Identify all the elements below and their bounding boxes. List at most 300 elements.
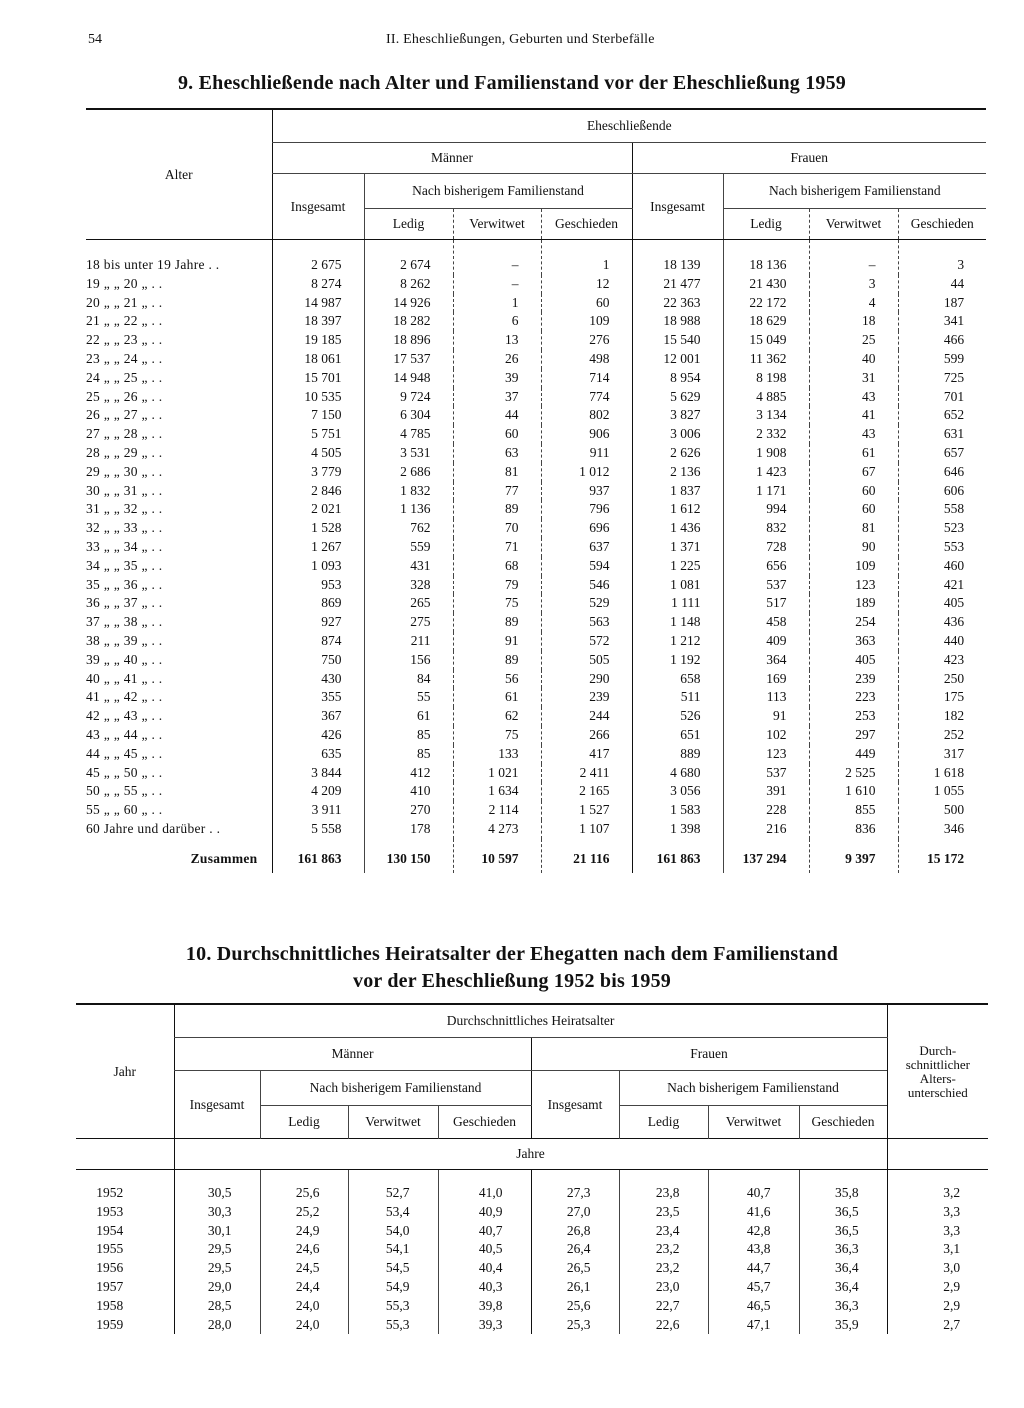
table-cell: 3,2 bbox=[887, 1170, 988, 1203]
table-cell: 11 362 bbox=[723, 350, 809, 369]
table-cell: 102 bbox=[723, 726, 809, 745]
col-header-alter: Alter bbox=[86, 109, 272, 240]
table-cell: 43,8 bbox=[708, 1240, 799, 1259]
table-cell: 449 bbox=[809, 745, 898, 764]
table-cell: 39,3 bbox=[438, 1316, 531, 1335]
table-cell: 606 bbox=[898, 482, 986, 501]
table-cell: 1 267 bbox=[272, 538, 364, 557]
age-label: 35 „ „ 36 „ . . bbox=[86, 576, 163, 592]
table-cell: 60 bbox=[453, 425, 541, 444]
table-row bbox=[86, 782, 986, 801]
col-header-maenner-nach: Nach bisherigem Familienstand bbox=[364, 174, 632, 209]
col-header-maenner: Männer bbox=[272, 143, 632, 174]
table-cell: 1 837 bbox=[632, 482, 723, 501]
table-cell: 498 bbox=[541, 350, 632, 369]
table10 bbox=[76, 1003, 988, 1334]
table-cell: 1 021 bbox=[453, 764, 541, 783]
year-label: 1957 bbox=[96, 1278, 124, 1294]
table-cell: 54,5 bbox=[348, 1259, 438, 1278]
table-cell: 3 bbox=[898, 240, 986, 275]
table-cell: 537 bbox=[723, 764, 809, 783]
table-row bbox=[86, 406, 986, 425]
table-cell: 23,2 bbox=[619, 1240, 708, 1259]
table-cell: 3 531 bbox=[364, 444, 453, 463]
table-cell: 45,7 bbox=[708, 1278, 799, 1297]
age-label: 29 „ „ 30 „ . . bbox=[86, 463, 163, 479]
table-cell: 1 908 bbox=[723, 444, 809, 463]
col-header-frauen-geschieden: Geschieden bbox=[799, 1106, 887, 1139]
table-cell: 874 bbox=[272, 632, 364, 651]
table-cell: 244 bbox=[541, 707, 632, 726]
age-label: 42 „ „ 43 „ . . bbox=[86, 708, 163, 724]
table9 bbox=[86, 108, 986, 873]
table-cell: 500 bbox=[898, 801, 986, 820]
table-cell: 40,5 bbox=[438, 1240, 531, 1259]
table-cell: – bbox=[453, 240, 541, 275]
age-label: 18 bis unter 19 Jahre . . bbox=[86, 257, 220, 272]
table-cell: 84 bbox=[364, 670, 453, 689]
table-cell: 431 bbox=[364, 557, 453, 576]
table-cell: 40,4 bbox=[438, 1259, 531, 1278]
table-cell: 6 bbox=[453, 312, 541, 331]
table-cell: 762 bbox=[364, 519, 453, 538]
table-cell: 178 bbox=[364, 820, 453, 839]
table-cell: 9 724 bbox=[364, 388, 453, 407]
col-header-maenner-insgesamt: Insgesamt bbox=[174, 1071, 260, 1139]
table-cell: 5 629 bbox=[632, 388, 723, 407]
diff-header-line4: unterschied bbox=[907, 1084, 968, 1100]
table-row bbox=[86, 726, 986, 745]
table-cell: 1 610 bbox=[809, 782, 898, 801]
table-row bbox=[86, 820, 986, 839]
table-cell: 3 844 bbox=[272, 764, 364, 783]
age-label: 34 „ „ 35 „ . . bbox=[86, 557, 163, 573]
table-row bbox=[76, 1222, 988, 1241]
table-cell: 39 bbox=[453, 369, 541, 388]
col-header-maenner-verwitwet: Verwitwet bbox=[453, 209, 541, 240]
table-row bbox=[86, 500, 986, 519]
table-row bbox=[86, 425, 986, 444]
age-label: 20 „ „ 21 „ . . bbox=[86, 294, 163, 310]
col-header-eheschliessende: Eheschließende bbox=[272, 109, 986, 143]
table-cell: 417 bbox=[541, 745, 632, 764]
age-label: 44 „ „ 45 „ . . bbox=[86, 745, 163, 761]
table-cell: 1 055 bbox=[898, 782, 986, 801]
table9-body bbox=[86, 240, 986, 873]
table-cell: 161 863 bbox=[632, 839, 723, 873]
table-cell: 553 bbox=[898, 538, 986, 557]
table-cell: 3 134 bbox=[723, 406, 809, 425]
table-cell: 24,0 bbox=[260, 1316, 348, 1335]
table-cell: 40,7 bbox=[438, 1222, 531, 1241]
col-header-maenner-ledig: Ledig bbox=[260, 1106, 348, 1139]
table-row bbox=[76, 1316, 988, 1335]
table-cell: 67 bbox=[809, 463, 898, 482]
table-cell: 15 540 bbox=[632, 331, 723, 350]
table-cell: – bbox=[809, 240, 898, 275]
table-cell: 906 bbox=[541, 425, 632, 444]
table-cell: 430 bbox=[272, 670, 364, 689]
table-cell: 24,4 bbox=[260, 1278, 348, 1297]
table-cell: 2 165 bbox=[541, 782, 632, 801]
diff-header-line1: Durch- bbox=[919, 1042, 957, 1058]
table-cell: 1 081 bbox=[632, 576, 723, 595]
table-cell: 466 bbox=[898, 331, 986, 350]
table-cell: 23,5 bbox=[619, 1203, 708, 1222]
age-label: 45 „ „ 50 „ . . bbox=[86, 764, 163, 780]
table-cell: 405 bbox=[898, 594, 986, 613]
table-cell: 412 bbox=[364, 764, 453, 783]
table-cell: 266 bbox=[541, 726, 632, 745]
table-cell: 250 bbox=[898, 670, 986, 689]
table-cell: 40,7 bbox=[708, 1170, 799, 1203]
table-cell: 182 bbox=[898, 707, 986, 726]
table-cell: 937 bbox=[541, 482, 632, 501]
table-cell: 8 198 bbox=[723, 369, 809, 388]
table-cell: 24,6 bbox=[260, 1240, 348, 1259]
table-row bbox=[76, 1240, 988, 1259]
table-cell: 36,5 bbox=[799, 1203, 887, 1222]
total-row bbox=[86, 839, 986, 873]
table-cell: 239 bbox=[541, 688, 632, 707]
table-cell: 1 832 bbox=[364, 482, 453, 501]
table-cell: 15 701 bbox=[272, 369, 364, 388]
table-cell: 55,3 bbox=[348, 1316, 438, 1335]
table-cell: 460 bbox=[898, 557, 986, 576]
year-label: 1955 bbox=[96, 1241, 124, 1257]
table-cell: 3 827 bbox=[632, 406, 723, 425]
table-cell: 52,7 bbox=[348, 1170, 438, 1203]
table-cell: 3 056 bbox=[632, 782, 723, 801]
table-row bbox=[86, 670, 986, 689]
table-cell: 5 751 bbox=[272, 425, 364, 444]
table-cell: 3 bbox=[809, 275, 898, 294]
table-cell: 10 535 bbox=[272, 388, 364, 407]
table-cell: 1 192 bbox=[632, 651, 723, 670]
table-cell: 169 bbox=[723, 670, 809, 689]
table10-title-line1: 10. Durchschnittliches Heiratsalter der Ehegatten nach dem Familienstand bbox=[185, 943, 839, 965]
table-cell: 796 bbox=[541, 500, 632, 519]
table-cell: 405 bbox=[809, 651, 898, 670]
table-cell: 572 bbox=[541, 632, 632, 651]
table-row bbox=[86, 613, 986, 632]
table-row bbox=[76, 1278, 988, 1297]
table-cell: 22 363 bbox=[632, 294, 723, 313]
table-cell: 36,4 bbox=[799, 1259, 887, 1278]
table-row bbox=[86, 745, 986, 764]
table-cell: 133 bbox=[453, 745, 541, 764]
table-cell: 2 675 bbox=[272, 240, 364, 275]
table-cell: 46,5 bbox=[708, 1297, 799, 1316]
table-cell: 79 bbox=[453, 576, 541, 595]
table-row bbox=[86, 594, 986, 613]
table-cell: 911 bbox=[541, 444, 632, 463]
table-cell: 91 bbox=[723, 707, 809, 726]
col-header-maenner: Männer bbox=[174, 1038, 531, 1071]
table-cell: 23,0 bbox=[619, 1278, 708, 1297]
table-cell: 12 001 bbox=[632, 350, 723, 369]
table-cell: 355 bbox=[272, 688, 364, 707]
table-cell: 109 bbox=[809, 557, 898, 576]
table-cell: 13 bbox=[453, 331, 541, 350]
year-label: 1954 bbox=[96, 1222, 124, 1238]
table-cell: 658 bbox=[632, 670, 723, 689]
table-cell: 36,4 bbox=[799, 1278, 887, 1297]
col-header-jahr: Jahr bbox=[113, 1063, 136, 1079]
table-cell: 175 bbox=[898, 688, 986, 707]
table-cell: 537 bbox=[723, 576, 809, 595]
table-cell: 1 212 bbox=[632, 632, 723, 651]
table-cell: 39,8 bbox=[438, 1297, 531, 1316]
col-header-frauen-geschieden: Geschieden bbox=[898, 209, 986, 240]
table-cell: 1 107 bbox=[541, 820, 632, 839]
table-cell: 77 bbox=[453, 482, 541, 501]
age-label: 25 „ „ 26 „ . . bbox=[86, 388, 163, 404]
col-header-maenner-geschieden: Geschieden bbox=[438, 1106, 531, 1139]
table-cell: 12 bbox=[541, 275, 632, 294]
table-cell: 60 bbox=[809, 482, 898, 501]
table-row bbox=[86, 801, 986, 820]
table-cell: 18 136 bbox=[723, 240, 809, 275]
age-label: 43 „ „ 44 „ . . bbox=[86, 726, 163, 742]
table-cell: 409 bbox=[723, 632, 809, 651]
age-label: 28 „ „ 29 „ . . bbox=[86, 444, 163, 460]
table-cell: 40,3 bbox=[438, 1278, 531, 1297]
table-cell: 30,1 bbox=[174, 1222, 260, 1241]
table-cell: 750 bbox=[272, 651, 364, 670]
year-label: 1959 bbox=[96, 1316, 124, 1332]
table-cell: 559 bbox=[364, 538, 453, 557]
table-cell: 1 bbox=[453, 294, 541, 313]
table-cell: 2 674 bbox=[364, 240, 453, 275]
table-cell: 4 885 bbox=[723, 388, 809, 407]
table-cell: 656 bbox=[723, 557, 809, 576]
table-cell: 239 bbox=[809, 670, 898, 689]
table-cell: 646 bbox=[898, 463, 986, 482]
table-cell: 42,8 bbox=[708, 1222, 799, 1241]
age-label: 38 „ „ 39 „ . . bbox=[86, 632, 163, 648]
col-header-frauen-insgesamt: Insgesamt bbox=[531, 1071, 619, 1139]
table-cell: 252 bbox=[898, 726, 986, 745]
table-cell: 2,7 bbox=[887, 1316, 988, 1335]
age-label: 40 „ „ 41 „ . . bbox=[86, 670, 163, 686]
table-cell: 53,4 bbox=[348, 1203, 438, 1222]
table-cell: 3,3 bbox=[887, 1222, 988, 1241]
table-cell: 26,5 bbox=[531, 1259, 619, 1278]
table-cell: 29,0 bbox=[174, 1278, 260, 1297]
table-cell: 2 626 bbox=[632, 444, 723, 463]
age-label: 50 „ „ 55 „ . . bbox=[86, 783, 163, 799]
table-row bbox=[86, 707, 986, 726]
table-cell: 75 bbox=[453, 726, 541, 745]
table-cell: 187 bbox=[898, 294, 986, 313]
table-cell: 2,9 bbox=[887, 1278, 988, 1297]
table-row bbox=[76, 1259, 988, 1278]
table-cell: 24,0 bbox=[260, 1297, 348, 1316]
table-cell: 18 397 bbox=[272, 312, 364, 331]
table-cell: 29,5 bbox=[174, 1240, 260, 1259]
table-cell: 130 150 bbox=[364, 839, 453, 873]
table-cell: 1 634 bbox=[453, 782, 541, 801]
table-cell: 85 bbox=[364, 726, 453, 745]
table-row bbox=[86, 331, 986, 350]
table-cell: 18 282 bbox=[364, 312, 453, 331]
year-label: 1953 bbox=[96, 1203, 124, 1219]
table-cell: 36,5 bbox=[799, 1222, 887, 1241]
table-cell: 75 bbox=[453, 594, 541, 613]
table-row bbox=[86, 651, 986, 670]
table-cell: 89 bbox=[453, 651, 541, 670]
table-cell: 2 846 bbox=[272, 482, 364, 501]
table-cell: 161 863 bbox=[272, 839, 364, 873]
table-cell: 994 bbox=[723, 500, 809, 519]
table-cell: 8 274 bbox=[272, 275, 364, 294]
table-cell: 36,3 bbox=[799, 1240, 887, 1259]
age-label: 23 „ „ 24 „ . . bbox=[86, 350, 163, 366]
col-header-frauen-nach: Nach bisherigem Familienstand bbox=[619, 1071, 887, 1106]
age-label: 33 „ „ 34 „ . . bbox=[86, 538, 163, 554]
table-cell: 40,9 bbox=[438, 1203, 531, 1222]
table-cell: 270 bbox=[364, 801, 453, 820]
col-header-frauen-ledig: Ledig bbox=[619, 1106, 708, 1139]
table-cell: 1 171 bbox=[723, 482, 809, 501]
table-cell: 28,5 bbox=[174, 1297, 260, 1316]
table-cell: 328 bbox=[364, 576, 453, 595]
table-cell: 109 bbox=[541, 312, 632, 331]
col-header-durchschnittliches: Durchschnittliches Heiratsalter bbox=[174, 1004, 887, 1038]
table-cell: 14 948 bbox=[364, 369, 453, 388]
table-cell: 2 525 bbox=[809, 764, 898, 783]
table-cell: 113 bbox=[723, 688, 809, 707]
table-row bbox=[76, 1203, 988, 1222]
table-cell: 26 bbox=[453, 350, 541, 369]
table-cell: 22 172 bbox=[723, 294, 809, 313]
table-cell: 21 116 bbox=[541, 839, 632, 873]
table-row bbox=[86, 312, 986, 331]
age-label: 55 „ „ 60 „ . . bbox=[86, 802, 163, 818]
table-cell: 728 bbox=[723, 538, 809, 557]
table-cell: 523 bbox=[898, 519, 986, 538]
table-cell: 25,6 bbox=[260, 1170, 348, 1203]
table-cell: 21 477 bbox=[632, 275, 723, 294]
table-cell: 123 bbox=[809, 576, 898, 595]
table-cell: 637 bbox=[541, 538, 632, 557]
unit-label: Jahre bbox=[174, 1139, 887, 1170]
table-cell: – bbox=[453, 275, 541, 294]
table-row bbox=[86, 369, 986, 388]
table-cell: 29,5 bbox=[174, 1259, 260, 1278]
table-cell: 5 558 bbox=[272, 820, 364, 839]
table-cell: 927 bbox=[272, 613, 364, 632]
table-cell: 346 bbox=[898, 820, 986, 839]
table9-title: 9. Eheschließende nach Alter und Familienstand vor der Eheschließung 1959 bbox=[177, 72, 847, 94]
table10-body bbox=[76, 1170, 988, 1335]
table-cell: 137 294 bbox=[723, 839, 809, 873]
age-label: 41 „ „ 42 „ . . bbox=[86, 689, 163, 705]
table-row bbox=[86, 275, 986, 294]
table-cell: 1 148 bbox=[632, 613, 723, 632]
table-cell: 657 bbox=[898, 444, 986, 463]
table-cell: 9 397 bbox=[809, 839, 898, 873]
table-cell: 802 bbox=[541, 406, 632, 425]
table-cell: 26,4 bbox=[531, 1240, 619, 1259]
table-row bbox=[76, 1170, 988, 1203]
section-title: II. Eheschließungen, Geburten und Sterbefälle bbox=[386, 32, 655, 47]
table-cell: 23,8 bbox=[619, 1170, 708, 1203]
table-cell: 1 093 bbox=[272, 557, 364, 576]
table-cell: 635 bbox=[272, 745, 364, 764]
age-label: 30 „ „ 31 „ . . bbox=[86, 482, 163, 498]
table-cell: 297 bbox=[809, 726, 898, 745]
table-cell: 8 954 bbox=[632, 369, 723, 388]
table-cell: 1 398 bbox=[632, 820, 723, 839]
table-cell: 599 bbox=[898, 350, 986, 369]
table-cell: 62 bbox=[453, 707, 541, 726]
table-cell: 2 021 bbox=[272, 500, 364, 519]
table-cell: 23,2 bbox=[619, 1259, 708, 1278]
col-header-frauen-ledig: Ledig bbox=[723, 209, 809, 240]
table-cell: 40 bbox=[809, 350, 898, 369]
age-label: 39 „ „ 40 „ . . bbox=[86, 651, 163, 667]
table-cell: 341 bbox=[898, 312, 986, 331]
table-cell: 25,6 bbox=[531, 1297, 619, 1316]
table-cell: 869 bbox=[272, 594, 364, 613]
table-cell: 4 680 bbox=[632, 764, 723, 783]
age-label: 19 „ „ 20 „ . . bbox=[86, 275, 163, 291]
table-cell: 3 911 bbox=[272, 801, 364, 820]
table-cell: 836 bbox=[809, 820, 898, 839]
table-row bbox=[86, 538, 986, 557]
table-row bbox=[86, 240, 986, 275]
table-cell: 1 371 bbox=[632, 538, 723, 557]
table-cell: 23,4 bbox=[619, 1222, 708, 1241]
table-cell: 1 583 bbox=[632, 801, 723, 820]
table-cell: 41,0 bbox=[438, 1170, 531, 1203]
table-cell: 391 bbox=[723, 782, 809, 801]
table-row bbox=[86, 519, 986, 538]
table-cell: 2 114 bbox=[453, 801, 541, 820]
table-cell: 458 bbox=[723, 613, 809, 632]
table-cell: 22,7 bbox=[619, 1297, 708, 1316]
table-cell: 18 896 bbox=[364, 331, 453, 350]
table-cell: 275 bbox=[364, 613, 453, 632]
table-cell: 90 bbox=[809, 538, 898, 557]
table-cell: 594 bbox=[541, 557, 632, 576]
table-cell: 505 bbox=[541, 651, 632, 670]
table-row bbox=[86, 444, 986, 463]
year-label: 1956 bbox=[96, 1260, 124, 1276]
table-cell: 364 bbox=[723, 651, 809, 670]
table-cell: 10 597 bbox=[453, 839, 541, 873]
age-label: 60 Jahre und darüber . . bbox=[86, 820, 221, 836]
table-cell: 8 262 bbox=[364, 275, 453, 294]
table-cell: 651 bbox=[632, 726, 723, 745]
table-cell: 1 225 bbox=[632, 557, 723, 576]
page-header bbox=[88, 32, 988, 50]
col-header-altersunterschied bbox=[887, 1004, 988, 1139]
table-cell: 30,5 bbox=[174, 1170, 260, 1203]
table-cell: 254 bbox=[809, 613, 898, 632]
table-cell: 1 618 bbox=[898, 764, 986, 783]
table-cell: 24,9 bbox=[260, 1222, 348, 1241]
table-cell: 558 bbox=[898, 500, 986, 519]
table-cell: 2 411 bbox=[541, 764, 632, 783]
table-cell: 37 bbox=[453, 388, 541, 407]
table-cell: 14 987 bbox=[272, 294, 364, 313]
table-cell: 18 061 bbox=[272, 350, 364, 369]
table-cell: 426 bbox=[272, 726, 364, 745]
col-header-frauen-nach: Nach bisherigem Familienstand bbox=[723, 174, 986, 209]
